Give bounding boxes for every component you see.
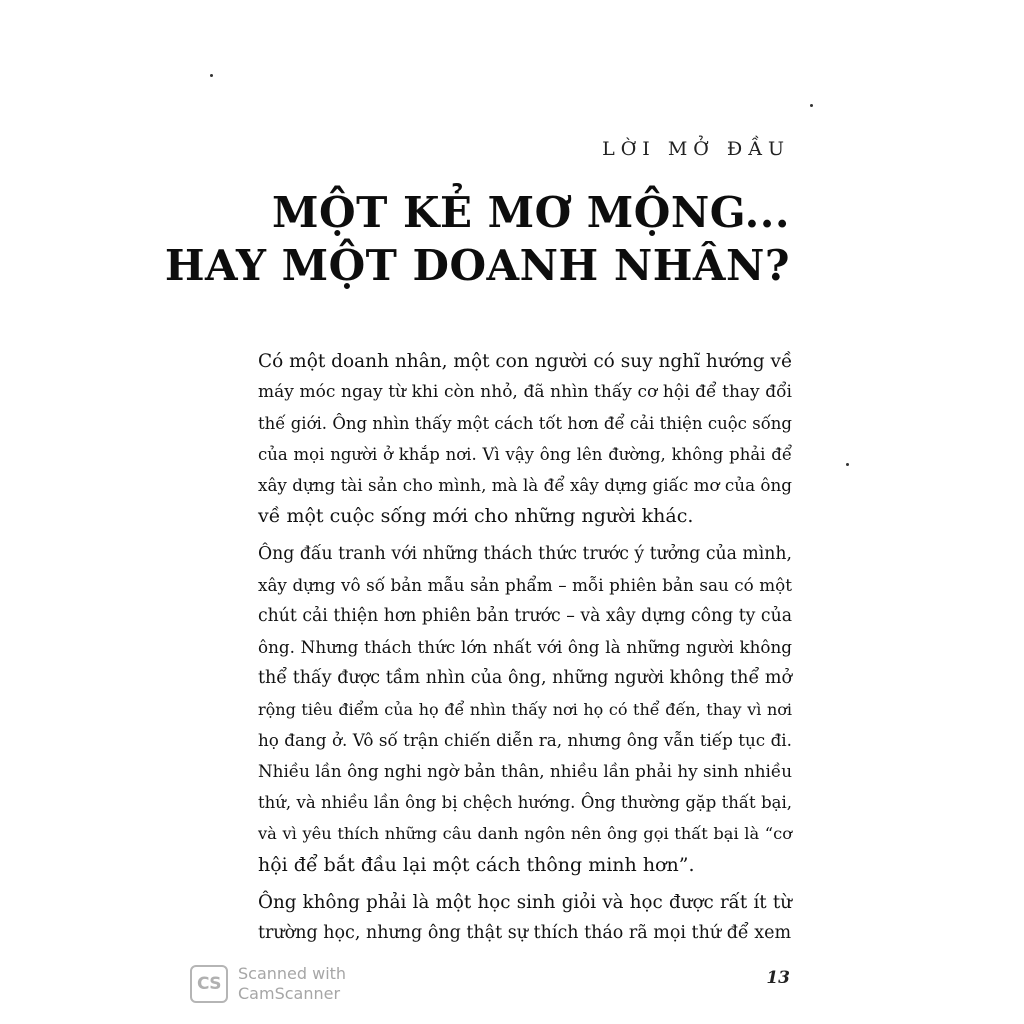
body-text-line: Ông đấu tranh với những thách thức trước ý tưởng của mình,	[258, 543, 792, 564]
body-text-line: họ đang ở. Vô số trận chiến diễn ra, nhưng ông vẫn tiếp tục đi.	[258, 730, 792, 751]
body-text-line: hội để bắt đầu lại một cách thông minh hơn”.	[258, 853, 695, 876]
body-text	[258, 346, 792, 949]
body-text-line: xây dựng tài sản cho mình, mà là để xây dựng giấc mơ của ông	[258, 475, 792, 496]
body-text-line: Nhiều lần ông nghi ngờ bản thân, nhiều lần phải hy sinh nhiều	[258, 761, 792, 782]
scan-speck	[846, 463, 849, 466]
body-text-line: thể thấy được tầm nhìn của ông, những người không thể mở	[258, 667, 792, 688]
chapter-title-line: HAY MỘT DOANH NHÂN?	[164, 241, 790, 290]
body-text-line: thế giới. Ông nhìn thấy một cách tốt hơn để cải thiện cuộc sống	[258, 414, 792, 434]
scanner-watermark-line: CamScanner	[238, 984, 341, 1003]
body-text-line: rộng tiêu điểm của họ để nhìn thấy nơi họ có thể đến, thay vì nơi	[258, 700, 792, 720]
body-text-line: Ông không phải là một học sinh giỏi và học được rất ít từ	[258, 891, 792, 913]
scanner-watermark-text	[238, 964, 346, 1004]
body-text-line: máy móc ngay từ khi còn nhỏ, đã nhìn thấy cơ hội để thay đổi	[258, 382, 792, 403]
body-text-line: xây dựng vô số bản mẫu sản phẩm – mỗi phiên bản sau có một	[258, 574, 792, 595]
body-text-line: của mọi người ở khắp nơi. Vì vậy ông lên đường, không phải để	[258, 445, 792, 465]
page-number: 13	[766, 968, 790, 988]
scan-speck	[810, 104, 813, 107]
body-text-line: và vì yêu thích những câu danh ngôn nên ông gọi thất bại là “cơ	[258, 824, 792, 844]
scanner-watermark	[190, 964, 346, 1004]
body-text-line: chút cải thiện hơn phiên bản trước – và xây dựng công ty của	[258, 605, 792, 626]
body-text-line: Có một doanh nhân, một con người có suy nghĩ hướng về	[258, 351, 793, 372]
chapter-kicker: LỜI MỞ ĐẦU	[602, 138, 790, 160]
body-text-line: trường học, nhưng ông thật sự thích tháo rã mọi thứ để xem	[258, 922, 792, 943]
chapter-title-line: MỘT KẺ MƠ MỘNG...	[272, 188, 790, 237]
camscanner-logo-icon: CS	[190, 965, 228, 1003]
body-text-line: ông. Nhưng thách thức lớn nhất với ông là những người không	[258, 636, 792, 657]
body-text-line: thứ, và nhiều lần ông bị chệch hướng. Ông thường gặp thất bại,	[258, 793, 792, 813]
scanner-watermark-line: Scanned with	[238, 964, 347, 983]
body-text-line: về một cuộc sống mới cho những người khác.	[258, 505, 694, 528]
chapter-title	[165, 186, 790, 292]
scan-speck	[210, 74, 213, 77]
